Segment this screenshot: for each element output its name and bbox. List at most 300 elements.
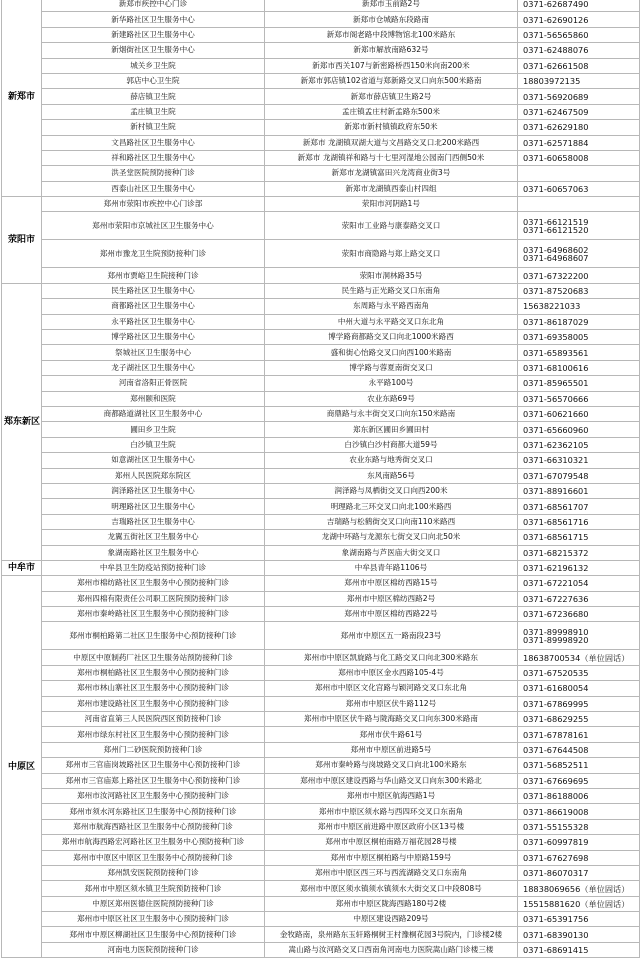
phone-number: 0371-62690126 [523,14,589,25]
org-name: 郑州市荥阳市京城社区卫生服务中心 [42,212,265,240]
address: 农业东路69号 [265,391,518,406]
table-row [2,576,640,591]
table-row [2,835,640,850]
table-row [2,391,640,406]
org-name: 商都路社区卫生服务中心 [42,299,265,314]
org-name: 郑州市贾峪卫生院接种门诊 [42,268,265,283]
table-row [2,742,640,757]
vaccination-site-table [1,0,640,958]
phone-number: 18638700534（单位固话） [523,652,630,663]
table-row [2,712,640,727]
table-row [2,681,640,696]
org-name: 郑州门二砂医院预防接种门诊 [42,742,265,757]
table-row [2,89,640,104]
org-name: 郑州四棉有限责任公司职工医院预防接种门诊 [42,591,265,606]
org-name: 薛店镇卫生院 [42,89,265,104]
phone-number: 0371-67227636 [523,593,589,604]
region-name: 郑东新区 [2,283,42,560]
phone [518,468,640,483]
phone [518,865,640,880]
org-name: 吉瑞路社区卫生服务中心 [42,514,265,529]
address: 中州大道与永平路交叉口东北角 [265,314,518,329]
table-row [2,650,640,665]
table-row [2,499,640,514]
phone-number: 0371-86619008 [523,806,589,817]
phone-number: 0371-67221054 [523,578,589,589]
table-row [2,727,640,742]
phone-number: 0371-86070317 [523,868,589,879]
phone-number: 0371-65391756 [523,914,589,925]
table-row [2,104,640,119]
org-name: 郭店中心卫生院 [42,73,265,88]
table-row [2,376,640,391]
table-row [2,345,640,360]
address: 新郑市郭店镇102省道与郑新路交叉口向东500米路南 [265,73,518,88]
org-name: 郑州市中原区柳湖社区卫生服务中心预防接种门诊 [42,927,265,942]
phone [518,942,640,957]
address: 永平路100号 [265,376,518,391]
phone [518,927,640,942]
table-row [2,453,640,468]
address: 郑州市中原区西三环与西流湖路交叉口东南角 [265,865,518,880]
address: 新郑市薛店镇卫生路2号 [265,89,518,104]
address: 民生路与正光路交叉口东南角 [265,283,518,298]
phone-number: 0371-62467509 [523,106,589,117]
org-name: 郑州市绿东村社区卫生服务中心预防接种门诊 [42,727,265,742]
table-row [2,483,640,498]
region-name: 中原区 [2,576,42,958]
org-name: 郑州人民医院郑东院区 [42,468,265,483]
address: 新郑市 龙湖镇祥和路与十七里河湿地公园南门西侧50米 [265,150,518,165]
org-name: 河南省洛阳正骨医院 [42,376,265,391]
address: 象湖南路与芦医庙大街交叉口 [265,545,518,560]
phone-number: 0371-67322200 [523,270,589,281]
address: 郑东新区圃田乡圃田村 [265,422,518,437]
table-row [2,299,640,314]
table-row [2,360,640,375]
address: 润泽路与凤栖街交叉口向西200米 [265,483,518,498]
phone [518,391,640,406]
address: 新郑市龙湖镇富田兴龙湾商业街3号 [265,166,518,181]
org-name: 河南电力医院预防接种门诊 [42,942,265,957]
table-row [2,804,640,819]
table-row [2,927,640,942]
phone [518,330,640,345]
org-name: 新烟街社区卫生服务中心 [42,43,265,58]
org-name: 城关乡卫生院 [42,58,265,73]
address: 新郑市新村镇镇政府东50米 [265,120,518,135]
org-name: 郑州市桐柏路社区卫生服务中心预防接种门诊 [42,665,265,680]
address: 郑州市中原区须水镇须水镇须水大街交叉口中段808号 [265,881,518,896]
org-name: 郑州市棉纺路社区卫生服务中心预防接种门诊 [42,576,265,591]
table-row [2,865,640,880]
phone-number: 0371-56570666 [523,393,589,404]
phone [518,166,640,181]
phone [518,727,640,742]
table-row [2,545,640,560]
table-row [2,43,640,58]
phone [518,314,640,329]
org-name: 博学路社区卫生服务中心 [42,330,265,345]
table-row [2,468,640,483]
phone [518,545,640,560]
address: 郑州市中原区前进路5号 [265,742,518,757]
table-row [2,530,640,545]
table-row [2,240,640,268]
org-name: 洪圣堂医院预防接种门诊 [42,166,265,181]
phone-number: 0371-89998910 [523,626,589,637]
table-row [2,881,640,896]
table-row [2,591,640,606]
region-name: 新郑市 [2,0,42,197]
phone-number: 0371-66121520 [523,224,589,235]
phone-number: 0371-62571884 [523,137,589,148]
org-name: 郑州凯安医院预防接种门诊 [42,865,265,880]
org-name: 河南省直第三人民医院西区预防接种门诊 [42,712,265,727]
org-name: 中原区郑州医德住医院预防接种门诊 [42,896,265,911]
table-row [2,150,640,165]
phone-number: 0371-62629180 [523,122,589,133]
phone-number: 0371-87520683 [523,286,589,297]
table-row [2,696,640,711]
table-row [2,942,640,957]
org-name: 郑州市航海西路宏河路社区卫生服务中心预防接种门诊 [42,835,265,850]
phone [518,150,640,165]
org-name: 郑州市建设路社区卫生服务中心预防接种门诊 [42,696,265,711]
address: 荥阳市河阴路1号 [265,197,518,212]
phone-number: 15515881620（单位固话） [523,898,630,909]
address: 新郑市西关107与新密路桥西150米向南200米 [265,58,518,73]
table-row [2,283,640,298]
table-row [2,73,640,88]
phone-number: 0371-56565860 [523,29,589,40]
table-row [2,788,640,803]
phone [518,360,640,375]
table-row [2,819,640,834]
org-name: 郑州市林山寨社区卫生服务中心预防接种门诊 [42,681,265,696]
org-name: 郑州颐和医院 [42,391,265,406]
phone [518,681,640,696]
phone [518,912,640,927]
address: 孟庄镇孟庄村新孟路东500米 [265,104,518,119]
phone-number: 0371-88916601 [523,486,589,497]
phone-number: 0371-67079548 [523,470,589,481]
table-row [2,422,640,437]
phone [518,773,640,788]
org-name: 新村镇卫生院 [42,120,265,135]
phone [518,181,640,196]
address: 郑州市中原区金水西路105-4号 [265,665,518,680]
address: 郑州市中原区棉纺西路15号 [265,576,518,591]
org-name: 白沙镇卫生院 [42,437,265,452]
table-row [2,0,640,12]
phone [518,758,640,773]
address: 新郑市龙湖镇西泰山村四组 [265,181,518,196]
table-row [2,12,640,27]
org-name: 永平路社区卫生服务中心 [42,314,265,329]
table-row [2,181,640,196]
address: 金牧路南，泉州路东玉轩路桐树王村豫桐花园3号院内，门诊楼2楼 [265,927,518,942]
org-name: 郑州市汝河路社区卫生服务中心预防接种门诊 [42,788,265,803]
phone [518,299,640,314]
address: 郑州市中原区桐柏南路万福花园28号楼 [265,835,518,850]
phone [518,850,640,865]
phone-number: 0371-65660960 [523,424,589,435]
phone-number: 0371-56920689 [523,91,589,102]
org-name: 郑州市荥阳市疾控中心门诊部 [42,197,265,212]
table-row [2,850,640,865]
phone-number: 0371-68561715 [523,532,589,543]
phone-number: 0371-67644508 [523,744,589,755]
phone [518,422,640,437]
table-row [2,135,640,150]
table-row [2,560,640,575]
phone [518,58,640,73]
org-name: 郑州市中原区社区卫生服务中心预防接种门诊 [42,912,265,927]
org-name: 郑州市中原区中原区卫生服务中心预防接种门诊 [42,850,265,865]
phone [518,240,640,268]
phone-number: 0371-60658008 [523,153,589,164]
phone-number: 0371-68629255 [523,714,589,725]
org-name: 郑州市三官庙郑上路社区卫生服务中心预防接种门诊 [42,773,265,788]
phone-number: 0371-60621660 [523,409,589,420]
address: 郑州市中原区棉纺西路22号 [265,607,518,622]
org-name: 中原区中原制药厂社区卫生服务站预防接种门诊 [42,650,265,665]
phone [518,665,640,680]
address: 新郑市仓城路东段路南 [265,12,518,27]
address: 郑州市伏牛路61号 [265,727,518,742]
phone-number: 0371-66310321 [523,455,589,466]
phone-number: 0371-60657063 [523,183,589,194]
org-name: 明理路社区卫生服务中心 [42,499,265,514]
phone-number: 0371-68691415 [523,945,589,956]
address: 新郑市玉前路2号 [265,0,518,12]
address: 荥阳市工业路与康泰路交叉口 [265,212,518,240]
phone [518,27,640,42]
phone [518,104,640,119]
phone-number: 0371-55155328 [523,821,589,832]
phone-number: 0371-85965501 [523,378,589,389]
phone [518,514,640,529]
phone-number: 0371-67878161 [523,729,589,740]
org-name: 龙翼五街社区卫生服务中心 [42,530,265,545]
org-name: 新郑市疾控中心门诊 [42,0,265,12]
phone [518,560,640,575]
address: 吉瑞路与松鹤街交叉口向南110米路西 [265,514,518,529]
phone [518,197,640,212]
phone [518,742,640,757]
phone-number: 0371-67669695 [523,775,589,786]
address: 郑州市中原区伏牛路与陇海路交叉口向东300米路南 [265,712,518,727]
org-name: 中牟县卫生防疫站预防接种门诊 [42,560,265,575]
phone-number: 0371-65893561 [523,347,589,358]
org-name: 象湖南路社区卫生服务中心 [42,545,265,560]
phone [518,819,640,834]
phone [518,345,640,360]
address: 郑州市中原区五一路南段23号 [265,622,518,650]
address: 郑州市秦岭路与岗坡路交叉口向北100米路东 [265,758,518,773]
phone [518,437,640,452]
phone [518,576,640,591]
table-row [2,758,640,773]
org-name: 如意湖社区卫生服务中心 [42,453,265,468]
phone [518,120,640,135]
phone [518,622,640,650]
phone-number: 0371-68215372 [523,547,589,558]
address: 博学路商都路交叉口向北1000米路西 [265,330,518,345]
table-body [2,0,640,958]
phone-number: 0371-67869995 [523,698,589,709]
phone [518,89,640,104]
address: 白沙镇白沙村商都大道59号 [265,437,518,452]
phone [518,788,640,803]
address: 荥阳市洞林路35号 [265,268,518,283]
phone-number: 0371-68561707 [523,501,589,512]
table-row [2,437,640,452]
phone [518,283,640,298]
table-row [2,166,640,181]
org-name: 郑州市三官庙岗坡路社区卫生服务中心预防接种门诊 [42,758,265,773]
phone [518,835,640,850]
org-name: 祥和路社区卫生服务中心 [42,150,265,165]
phone-number: 0371-68100616 [523,363,589,373]
address: 嵩山路与汝河路交叉口西南角河南电力医院嵩山路门诊楼三楼 [265,942,518,957]
address: 荥阳市商隐路与郑上路交叉口 [265,240,518,268]
phone [518,73,640,88]
phone [518,0,640,12]
table-row [2,896,640,911]
org-name: 新华路社区卫生服务中心 [42,12,265,27]
address: 郑州市中原区建设西路与华山路交叉口向东300米路北 [265,773,518,788]
address: 郑州市中原区航海西路1号 [265,788,518,803]
table-row [2,607,640,622]
region-name: 中牟市 [2,560,42,575]
table-row [2,197,640,212]
phone [518,881,640,896]
phone [518,212,640,240]
table-row [2,268,640,283]
phone [518,804,640,819]
phone [518,650,640,665]
address: 新郑市阁老路中段博物馆北100米路东 [265,27,518,42]
phone [518,135,640,150]
address: 郑州市中原区文化宫路与颖河路交叉口东北角 [265,681,518,696]
phone [518,268,640,283]
org-name: 龙子湖社区卫生服务中心 [42,360,265,375]
phone-number: 0371-62661508 [523,60,589,71]
table-row [2,212,640,240]
phone [518,483,640,498]
table-row [2,330,640,345]
address: 中原区建设西路209号 [265,912,518,927]
org-name: 润泽路社区卫生服务中心 [42,483,265,498]
address: 博学路与蓉夏南街交叉口 [265,360,518,375]
org-name: 圃田乡卫生院 [42,422,265,437]
phone [518,499,640,514]
region-name: 荥阳市 [2,197,42,284]
org-name: 郑州市航海西路社区卫生服务中心预防接种门诊 [42,819,265,834]
table-row [2,406,640,421]
table-row [2,773,640,788]
phone [518,43,640,58]
phone-number: 0371-89998920 [523,634,589,645]
table-row [2,120,640,135]
org-name: 郑州市须水河东路社区卫生服务中心预防接种门诊 [42,804,265,819]
phone-number: 0371-68561716 [523,516,589,527]
address: 中牟县青年路1106号 [265,560,518,575]
table-row [2,27,640,42]
phone-number: 0371-64968602 [523,244,589,255]
phone-number: 0371-61680054 [523,683,589,694]
phone-number: 18838069656（单位固话） [523,883,630,894]
phone-number: 0371-86188006 [523,791,589,802]
table-row [2,314,640,329]
table-row [2,622,640,650]
phone-number: 0371-68390130 [523,929,589,940]
address: 明理路北三环交叉口向北100米路西 [265,499,518,514]
org-name: 郑州市豫龙卫生院预防接种门诊 [42,240,265,268]
phone-number: 0371-62687490 [523,0,589,10]
phone-number: 0371-67520535 [523,668,589,679]
address: 郑州市中原区棉纺西路2号 [265,591,518,606]
phone [518,896,640,911]
address: 郑州市中原区须水路与西四环交叉口东南角 [265,804,518,819]
org-name: 郑州市桐柏路第二社区卫生服务中心预防接种门诊 [42,622,265,650]
address: 龙湖中环路与龙源东七街交叉口向北50米 [265,530,518,545]
address: 郑州市中原区伏牛路112号 [265,696,518,711]
table-row [2,665,640,680]
org-name: 孟庄镇卫生院 [42,104,265,119]
phone [518,696,640,711]
address: 郑州市中原区前进路中原区政府小区13号楼 [265,819,518,834]
phone-number: 0371-56852511 [523,760,589,771]
phone [518,12,640,27]
phone-number: 18803972135 [523,76,581,87]
phone-number: 0371-69358005 [523,332,589,343]
org-name: 郑州市秦岭路社区卫生服务中心预防接种门诊 [42,607,265,622]
address: 郑州市中原区凯旋路与化工路交叉口向北300米路东 [265,650,518,665]
phone [518,712,640,727]
table-row [2,58,640,73]
org-name: 西泰山社区卫生服务中心 [42,181,265,196]
org-name: 新建路社区卫生服务中心 [42,27,265,42]
phone [518,376,640,391]
address: 郑州市中原区陇海西路180号2楼 [265,896,518,911]
address: 东周路与永平路西南角 [265,299,518,314]
phone [518,607,640,622]
phone-number: 15638221033 [523,301,581,312]
org-name: 民生路社区卫生服务中心 [42,283,265,298]
phone-number: 0371-60997819 [523,837,589,848]
org-name: 祭城社区卫生服务中心 [42,345,265,360]
address: 新郑市解放南路632号 [265,43,518,58]
phone [518,591,640,606]
address: 郑州市中原区桐柏路与中原路159号 [265,850,518,865]
phone-number: 0371-62488076 [523,45,589,56]
phone-number: 0371-86187029 [523,316,589,327]
table-row [2,912,640,927]
table-row [2,514,640,529]
address: 盛和街心怡路交叉口向西100米路南 [265,345,518,360]
phone-number: 0371-67236680 [523,609,589,620]
phone-number: 0371-62196132 [523,563,589,574]
phone-number: 0371-66121519 [523,216,589,227]
phone-number: 0371-64968607 [523,252,589,263]
org-name: 文昌路社区卫生服务中心 [42,135,265,150]
address: 东风南路56号 [265,468,518,483]
org-name: 郑州市中原区须水镇卫生院预防接种门诊 [42,881,265,896]
phone [518,530,640,545]
